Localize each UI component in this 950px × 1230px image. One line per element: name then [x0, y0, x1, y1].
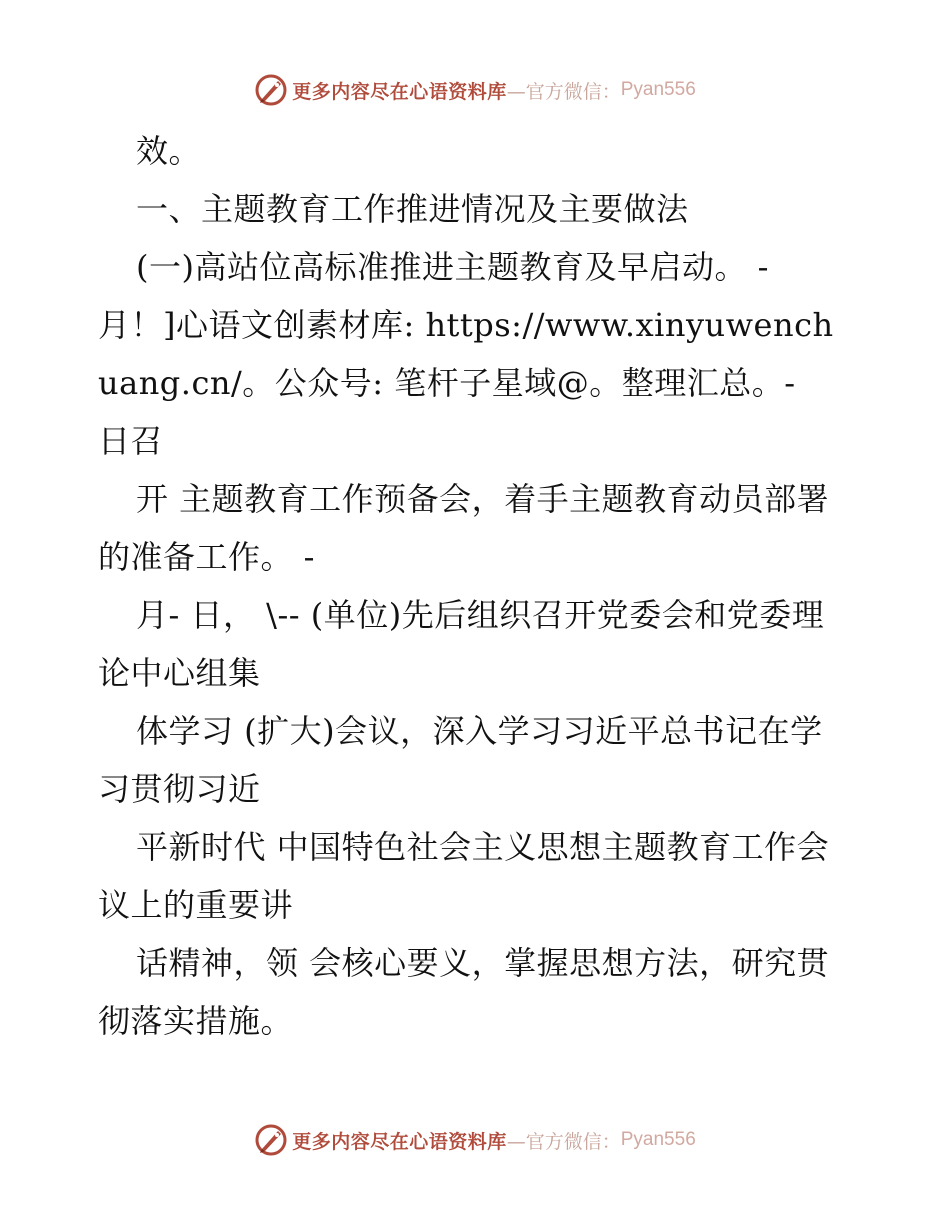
- banner-wechat-id: Pyan556: [620, 79, 696, 100]
- document-body: [98, 122, 834, 1050]
- paragraph-1: 效。: [136, 132, 202, 170]
- section-heading: 一、主题教育工作推进情况及主要做法: [136, 190, 689, 228]
- paragraph-5: 体学习 (扩大)会议，深入学习习近平总书记在学习贯彻习近: [98, 712, 823, 808]
- quill-pen-logo-icon: [254, 73, 288, 107]
- paragraph-4: 月- 日， \-- (单位)先后组织召开党委会和党委理论中心组集: [98, 596, 825, 692]
- quill-pen-logo-icon: [254, 1123, 288, 1157]
- banner-site-name: 更多内容尽在心语资料库: [292, 80, 507, 103]
- paragraph-6: 平新时代 中国特色社会主义思想主题教育工作会议上的重要讲: [98, 828, 830, 924]
- footer-watermark-banner: [0, 1120, 950, 1160]
- banner-wechat-id: Pyan556: [620, 1129, 696, 1150]
- paragraph-3: 开 主题教育工作预备会，着手主题教育动员部署的准备工作。 -: [98, 480, 830, 576]
- header-watermark-banner: [0, 70, 950, 110]
- paragraph-2: (一)高站位高标准推进主题教育及早启动。 - 月！]心语文创素材库: https://www.xinyuwenchuang.cn/。公众号: 笔杆子星域@。整理汇总。- 日召: [98, 248, 834, 460]
- banner-separator: —官方微信：: [506, 1130, 621, 1153]
- banner-separator: —官方微信：: [506, 80, 621, 103]
- banner-site-name: 更多内容尽在心语资料库: [292, 1130, 507, 1153]
- paragraph-7: 话精神，领 会核心要义，掌握思想方法，研究贯彻落实措施。: [98, 944, 830, 1040]
